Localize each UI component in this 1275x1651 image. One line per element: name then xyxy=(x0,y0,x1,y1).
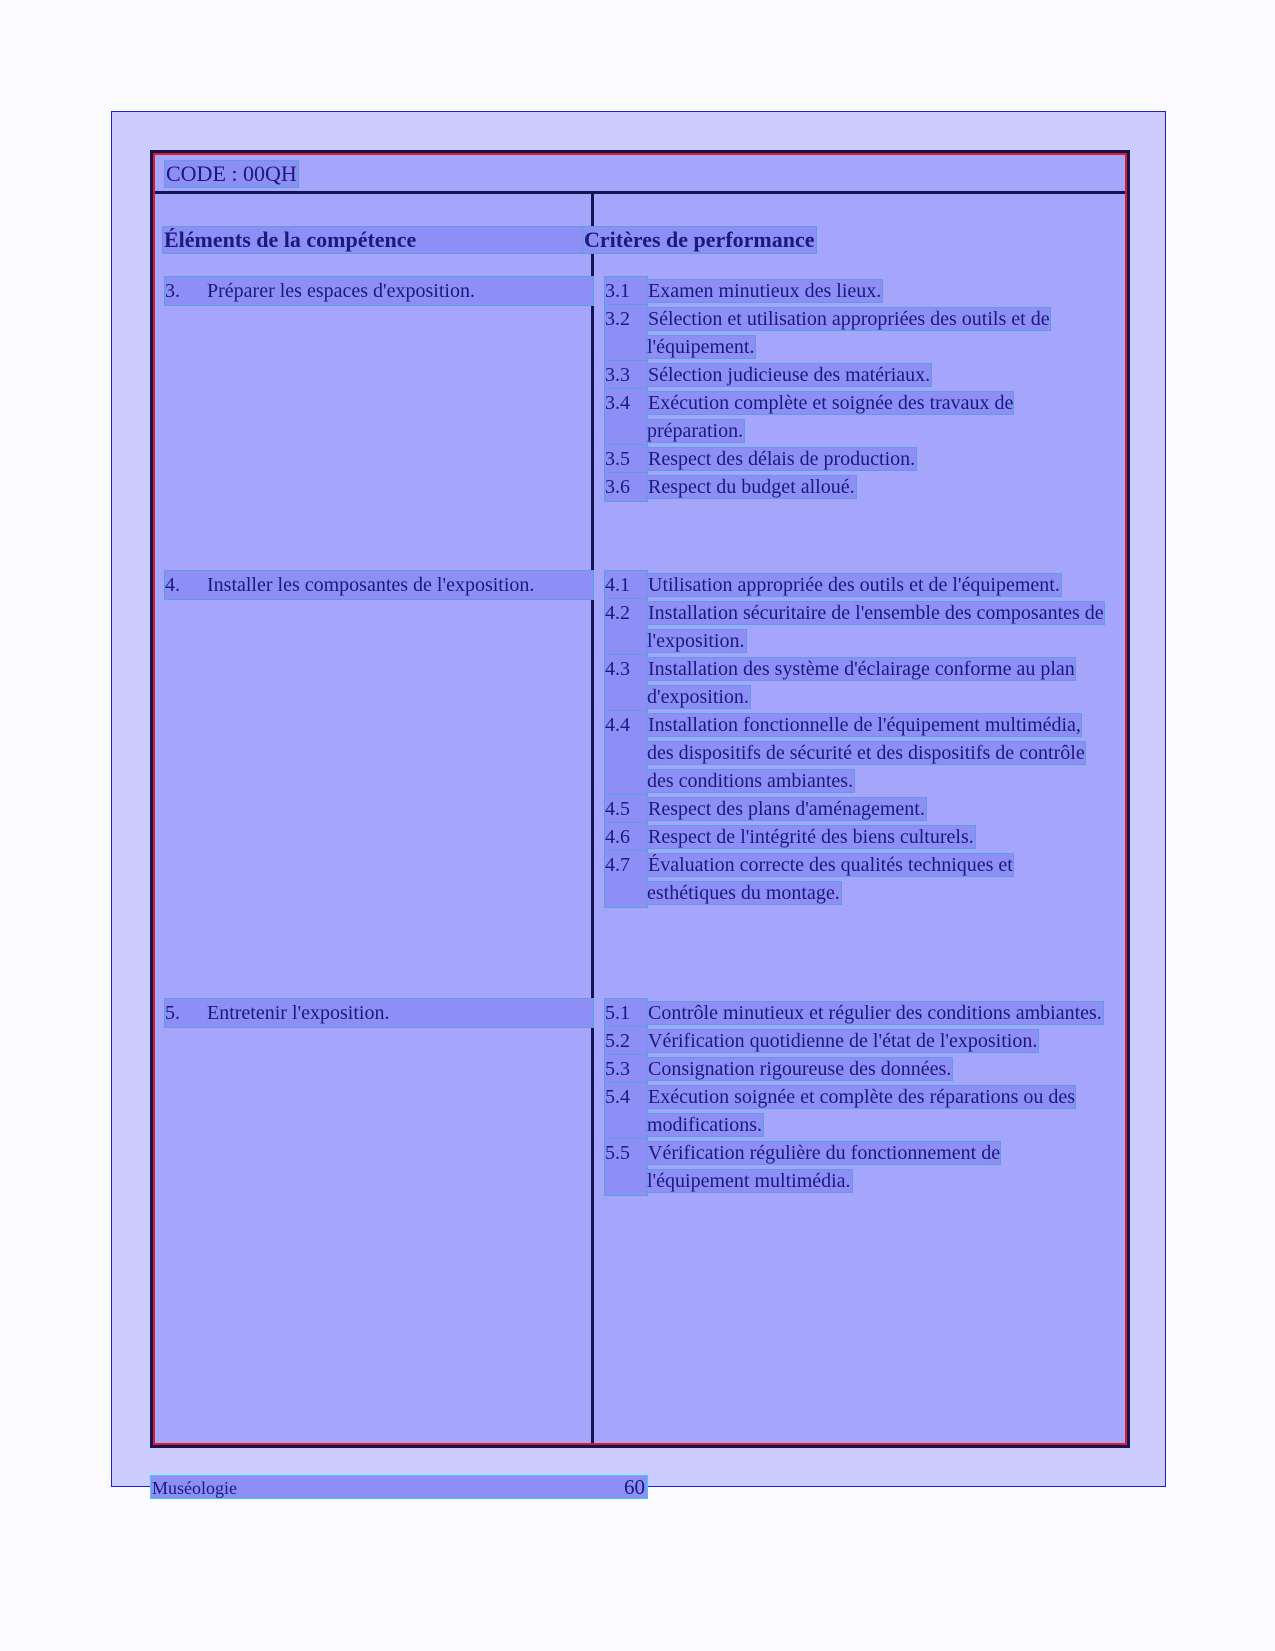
criterion-4-7 xyxy=(605,851,1105,907)
criterion-text: Utilisation appropriée des outils et de l'équipement. xyxy=(648,574,1060,596)
criterion-number: 4.4 xyxy=(605,711,647,795)
criterion-3-4 xyxy=(605,389,1105,445)
criterion-text: Respect des plans d'aménagement. xyxy=(648,798,925,820)
criterion-text: Sélection judicieuse des matériaux. xyxy=(648,364,931,386)
criterion-5-3 xyxy=(605,1055,1105,1083)
criterion-number: 3.2 xyxy=(605,305,647,361)
criterion-3-2 xyxy=(605,305,1105,361)
criterion-4-1 xyxy=(605,571,1105,599)
criterion-text: Respect de l'intégrité des biens culturels. xyxy=(648,826,974,848)
element-number: 5. xyxy=(165,1002,180,1024)
competency-table xyxy=(150,150,1130,1448)
criterion-text: Respect du budget alloué. xyxy=(648,476,855,498)
criterion-4-4 xyxy=(605,711,1105,795)
element-number: 3. xyxy=(165,280,180,302)
criteria-group-5 xyxy=(605,999,1105,1195)
criteria-group-4 xyxy=(605,571,1105,907)
criterion-number: 3.3 xyxy=(605,361,647,389)
criterion-number: 5.2 xyxy=(605,1027,647,1055)
criterion-number: 4.2 xyxy=(605,599,647,655)
page-footer xyxy=(151,1476,647,1498)
criterion-text: Installation des système d'éclairage conforme au plan d'exposition. xyxy=(647,658,1075,708)
criterion-number: 4.6 xyxy=(605,823,647,851)
element-5 xyxy=(165,999,593,1027)
criterion-number: 4.1 xyxy=(605,571,647,599)
criterion-5-1 xyxy=(605,999,1105,1027)
criterion-number: 4.7 xyxy=(605,851,647,907)
criterion-4-2 xyxy=(605,599,1105,655)
criterion-text: Installation sécuritaire de l'ensemble des composantes de l'exposition. xyxy=(647,602,1104,652)
criterion-text: Vérification régulière du fonctionnement de l'équipement multimédia. xyxy=(647,1142,1001,1192)
footer-title: Muséologie xyxy=(152,1478,237,1498)
criterion-3-6 xyxy=(605,473,1105,501)
criterion-4-3 xyxy=(605,655,1105,711)
criterion-text: Examen minutieux des lieux. xyxy=(648,280,882,302)
criterion-number: 3.1 xyxy=(605,277,647,305)
header-criteria: Critères de performance xyxy=(584,227,815,252)
page-number: 60 xyxy=(624,1475,645,1499)
criterion-text: Vérification quotidienne de l'état de l'exposition. xyxy=(648,1030,1038,1052)
criterion-5-2 xyxy=(605,1027,1105,1055)
criterion-text: Évaluation correcte des qualités techniques et esthétiques du montage. xyxy=(647,854,1013,904)
criterion-number: 5.1 xyxy=(605,999,647,1027)
column-divider xyxy=(591,194,594,1443)
criterion-3-3 xyxy=(605,361,1105,389)
criterion-number: 5.3 xyxy=(605,1055,647,1083)
criterion-5-4 xyxy=(605,1083,1105,1139)
criterion-text: Exécution complète et soignée des travaux de préparation. xyxy=(647,392,1014,442)
criterion-text: Consignation rigoureuse des données. xyxy=(648,1058,952,1080)
element-text: Installer les composantes de l'exposition. xyxy=(207,574,535,596)
criterion-3-1 xyxy=(605,277,1105,305)
criteria-group-3 xyxy=(605,277,1105,501)
element-text: Préparer les espaces d'exposition. xyxy=(207,280,475,302)
criterion-text: Installation fonctionnelle de l'équipement multimédia, des dispositifs de sécurité et des dispositifs de contrôle des conditions ambiantes. xyxy=(647,714,1085,792)
criterion-number: 3.5 xyxy=(605,445,647,473)
code-row xyxy=(155,155,1125,194)
element-3 xyxy=(165,277,593,305)
criterion-5-5 xyxy=(605,1139,1105,1195)
criterion-number: 3.6 xyxy=(605,473,647,501)
element-4 xyxy=(165,571,593,599)
criterion-text: Respect des délais de production. xyxy=(648,448,916,470)
criterion-text: Sélection et utilisation appropriées des outils et de l'équipement. xyxy=(647,308,1050,358)
criterion-text: Exécution soignée et complète des réparations ou des modifications. xyxy=(647,1086,1076,1136)
criterion-number: 3.4 xyxy=(605,389,647,445)
criterion-number: 5.5 xyxy=(605,1139,647,1195)
criterion-number: 4.5 xyxy=(605,795,647,823)
code-label: CODE : 00QH xyxy=(166,161,297,186)
element-number: 4. xyxy=(165,574,180,596)
criterion-4-6 xyxy=(605,823,1105,851)
criterion-text: Contrôle minutieux et régulier des conditions ambiantes. xyxy=(648,1002,1102,1024)
element-text: Entretenir l'exposition. xyxy=(207,1002,390,1024)
criterion-4-5 xyxy=(605,795,1105,823)
criterion-number: 5.4 xyxy=(605,1083,647,1139)
criterion-3-5 xyxy=(605,445,1105,473)
table-inner-border xyxy=(153,153,1127,1445)
criterion-number: 4.3 xyxy=(605,655,647,711)
header-elements: Éléments de la compétence xyxy=(163,227,585,253)
